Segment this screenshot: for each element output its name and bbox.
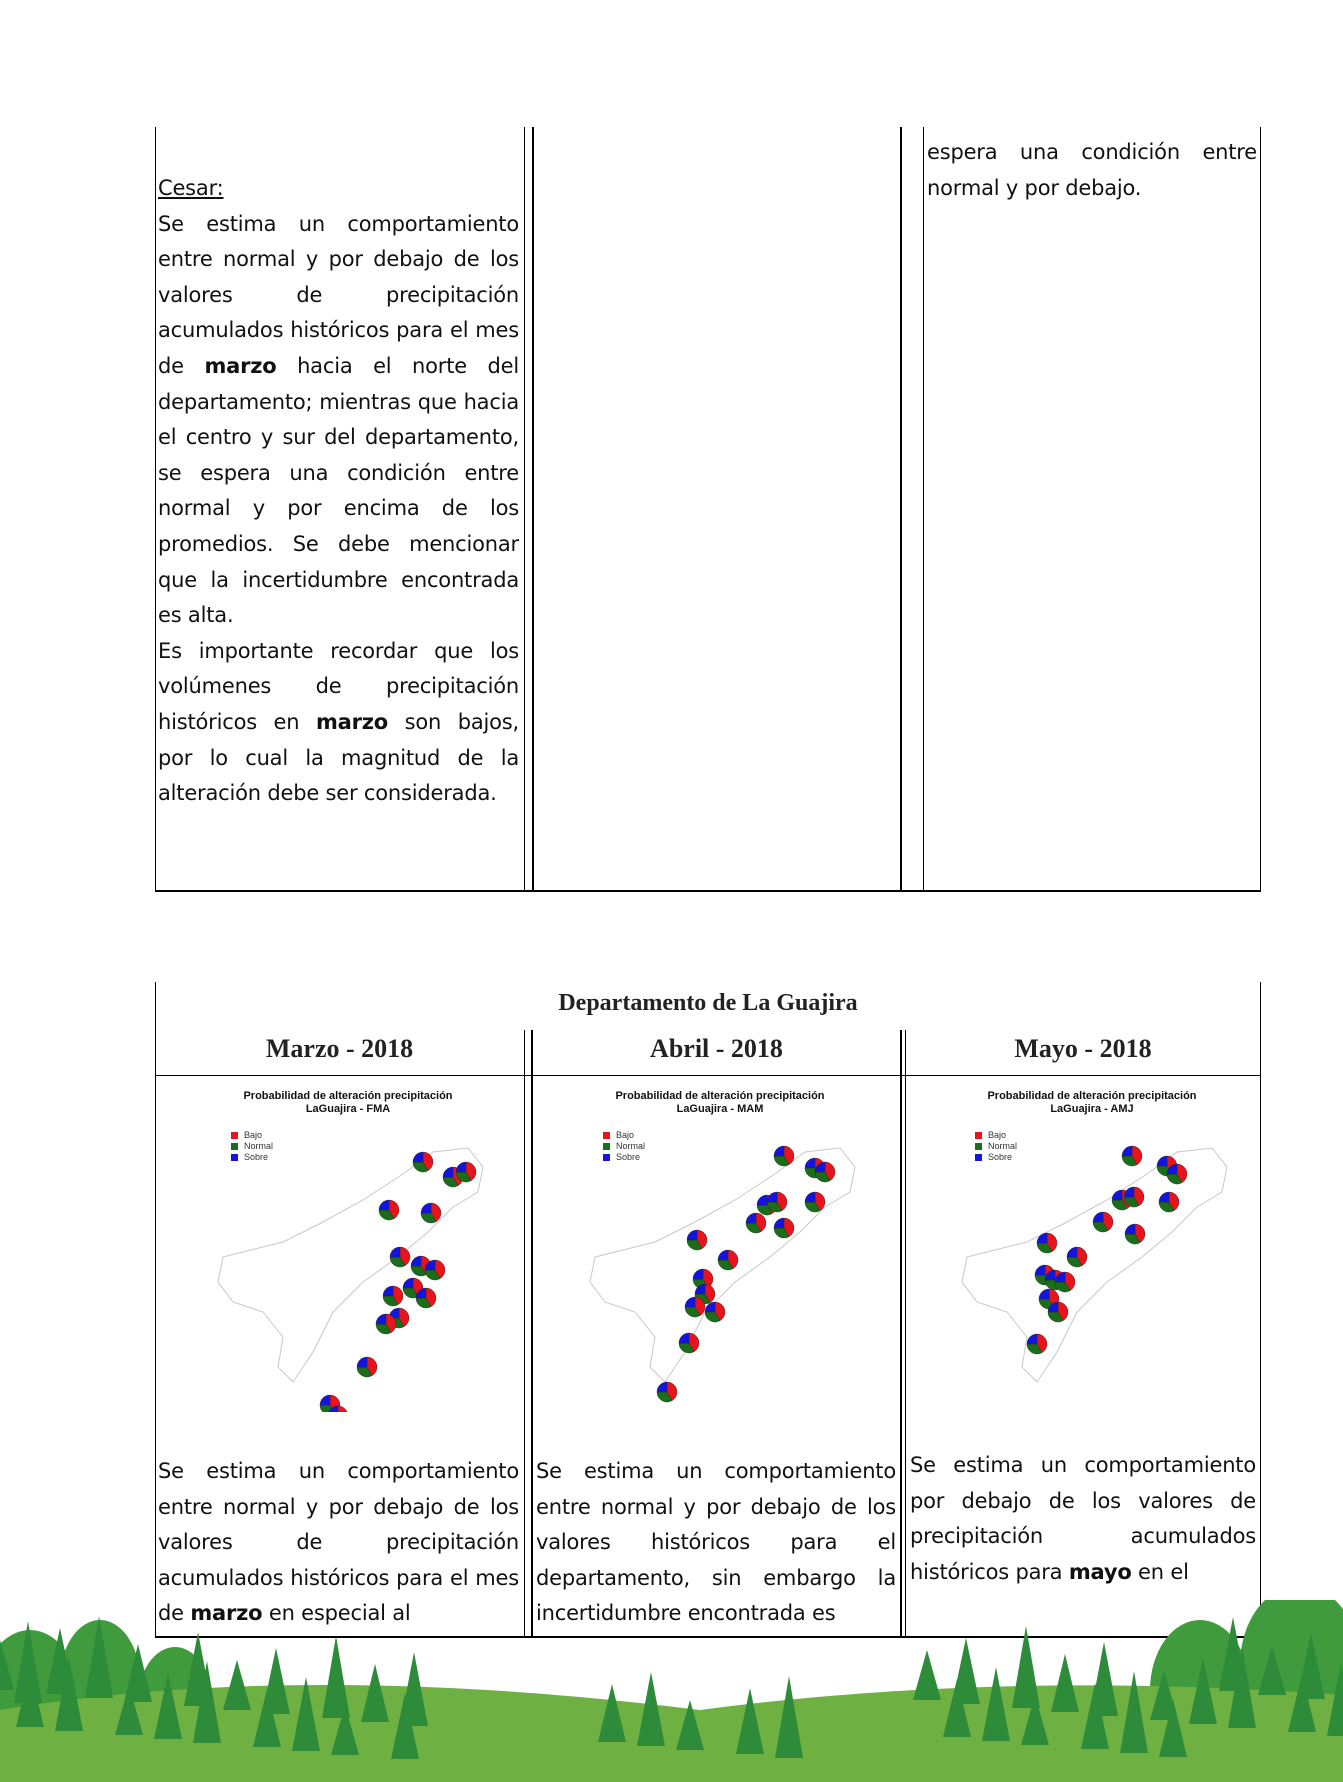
station-pie: [746, 1213, 766, 1233]
table-border-col1-b: [532, 127, 534, 891]
station-pie: [685, 1297, 705, 1317]
station-pie: [376, 1314, 396, 1334]
bold-month: marzo: [204, 353, 277, 378]
cesar-heading: Cesar:: [158, 176, 224, 200]
table-border-col1-a: [524, 1030, 525, 1637]
map-abril: [555, 1082, 885, 1412]
legend-swatch: [231, 1132, 238, 1139]
bold-month: marzo: [315, 709, 389, 734]
legend-label: Normal: [988, 1141, 1018, 1151]
table-border-col2-b: [923, 127, 924, 891]
legend-label: Sobre: [244, 1152, 269, 1162]
station-pie: [1159, 1192, 1179, 1212]
department-title: Departamento de La Guajira: [558, 990, 858, 1016]
table-border-bottom: [155, 890, 1261, 892]
map-title-line1: Probabilidad de alteración precipitación: [615, 1090, 825, 1102]
station-pie: [815, 1162, 835, 1182]
station-pie: [705, 1302, 725, 1322]
station-pie: [774, 1146, 794, 1166]
station-pie: [1124, 1187, 1144, 1207]
map-title-line2: LaGuajira - FMA: [305, 1103, 391, 1115]
legend-item: [231, 1130, 273, 1141]
map-legend: [975, 1130, 1017, 1163]
station-pie: [1067, 1247, 1087, 1267]
station-pie: [1093, 1212, 1113, 1232]
legend-swatch: [975, 1154, 982, 1161]
legend-label: Sobre: [988, 1152, 1013, 1162]
station-pie: [416, 1288, 436, 1308]
cesar-cell: [158, 171, 519, 812]
legend-label: Bajo: [988, 1130, 1007, 1140]
station-pie: [718, 1250, 738, 1270]
cesar-paragraph-1: Se estima un comportamiento entre normal y por debajo de los valores de precipitación acumulados históricos para el mes de marzo hacia el norte del departamento; mientras que hacia el centro y sur del departamento, se espera una condición entre normal y por encima de los promedios. Se debe mencionar que la incertidumbre encontrada es alta.: [158, 211, 520, 628]
legend-item: [231, 1152, 273, 1163]
station-pie: [357, 1357, 377, 1377]
legend-item: [975, 1152, 1017, 1163]
text-mayo: Se estima un comportamiento por debajo de los valores de precipitación acumulados históricos para mayo en el: [910, 1453, 1256, 1584]
text-marzo: Se estima un comportamiento entre normal y por debajo de los valores de precipitación acumulados históricos para el mes de marzo en especial al: [158, 1459, 519, 1626]
map-title-line1: Probabilidad de alteración precipitación: [987, 1090, 1197, 1102]
station-pie: [679, 1333, 699, 1353]
station-pie: [774, 1218, 794, 1238]
right-cell-continuation: espera una condición entre normal y por debajo.: [927, 140, 1257, 200]
station-pie: [1048, 1302, 1068, 1322]
table-border-left: [155, 982, 156, 1637]
station-pie: [390, 1247, 410, 1267]
station-pie: [687, 1230, 707, 1250]
legend-swatch: [603, 1143, 610, 1150]
legend-label: Sobre: [616, 1152, 641, 1162]
legend-swatch: [231, 1154, 238, 1161]
legend-swatch: [603, 1132, 610, 1139]
pine-tree: [1090, 1642, 1118, 1716]
station-pie: [425, 1260, 445, 1280]
legend-label: Bajo: [244, 1130, 263, 1140]
station-pie: [383, 1286, 403, 1306]
station-pie: [413, 1152, 433, 1172]
table-border-right: [1260, 982, 1261, 1637]
map-mayo: [927, 1082, 1257, 1412]
legend-item: [975, 1141, 1017, 1152]
station-pie: [421, 1203, 441, 1223]
legend-item: [603, 1130, 645, 1141]
legend-item: [975, 1130, 1017, 1141]
legend-label: Bajo: [616, 1130, 635, 1140]
pine-tree: [223, 1660, 251, 1710]
pine-tree: [1012, 1626, 1040, 1708]
month-title-mayo: Mayo - 2018: [1014, 1034, 1152, 1063]
map-legend: [603, 1130, 645, 1163]
table-border-right: [1260, 127, 1261, 891]
text-abril: Se estima un comportamiento entre normal y por debajo de los valores históricos para el departamento, sin embargo la incertidumbre encontrada es: [536, 1459, 896, 1626]
cesar-paragraph-2: Es importante recordar que los volúmenes de precipitación históricos en marzo son bajos, por lo cual la magnitud de la alteración debe ser considerada.: [158, 638, 519, 806]
table-border-left: [155, 127, 156, 891]
legend-item: [603, 1152, 645, 1163]
station-pie: [1122, 1146, 1142, 1166]
map-marzo: [183, 1082, 513, 1412]
bold-month: marzo: [190, 1601, 263, 1626]
department-outline: [962, 1148, 1227, 1382]
station-pie: [1167, 1164, 1187, 1184]
legend-swatch: [975, 1143, 982, 1150]
month-title-marzo: Marzo - 2018: [265, 1034, 414, 1063]
pine-tree: [1051, 1654, 1079, 1712]
station-pie: [1027, 1334, 1047, 1354]
bold-month: mayo: [1068, 1559, 1132, 1584]
la-guajira-forecast-table: [155, 982, 1261, 1637]
station-pie: [1055, 1272, 1075, 1292]
table-border-col1-b: [531, 1030, 533, 1637]
station-pie: [657, 1382, 677, 1402]
table-border-col2-b: [905, 1030, 906, 1637]
station-pie: [805, 1192, 825, 1212]
map-title-line2: LaGuajira - AMJ: [1050, 1103, 1134, 1115]
station-pie: [456, 1162, 476, 1182]
station-pie: [1037, 1233, 1057, 1253]
pine-tree: [322, 1636, 350, 1718]
map-legend: [231, 1130, 273, 1163]
legend-item: [231, 1141, 273, 1152]
legend-label: Normal: [244, 1141, 274, 1151]
cesar-forecast-table: [155, 127, 1261, 891]
legend-swatch: [975, 1132, 982, 1139]
legend-swatch: [603, 1154, 610, 1161]
forest-footer-illustration: [0, 1600, 1343, 1782]
station-pie: [379, 1200, 399, 1220]
legend-label: Normal: [616, 1141, 646, 1151]
legend-swatch: [231, 1143, 238, 1150]
pine-tree: [913, 1650, 941, 1700]
map-title-line1: Probabilidad de alteración precipitación: [243, 1090, 453, 1102]
month-header-divider: [155, 1075, 1261, 1076]
pine-tree: [952, 1638, 980, 1704]
station-pie: [767, 1192, 787, 1212]
pine-tree: [262, 1648, 290, 1714]
legend-item: [603, 1141, 645, 1152]
table-border-col2-a: [900, 1030, 902, 1637]
table-border-col1-a: [524, 127, 525, 891]
table-border-col2-a: [900, 127, 902, 891]
map-title-line2: LaGuajira - MAM: [676, 1103, 764, 1115]
month-title-abril: Abril - 2018: [650, 1034, 783, 1063]
station-pie: [1125, 1224, 1145, 1244]
